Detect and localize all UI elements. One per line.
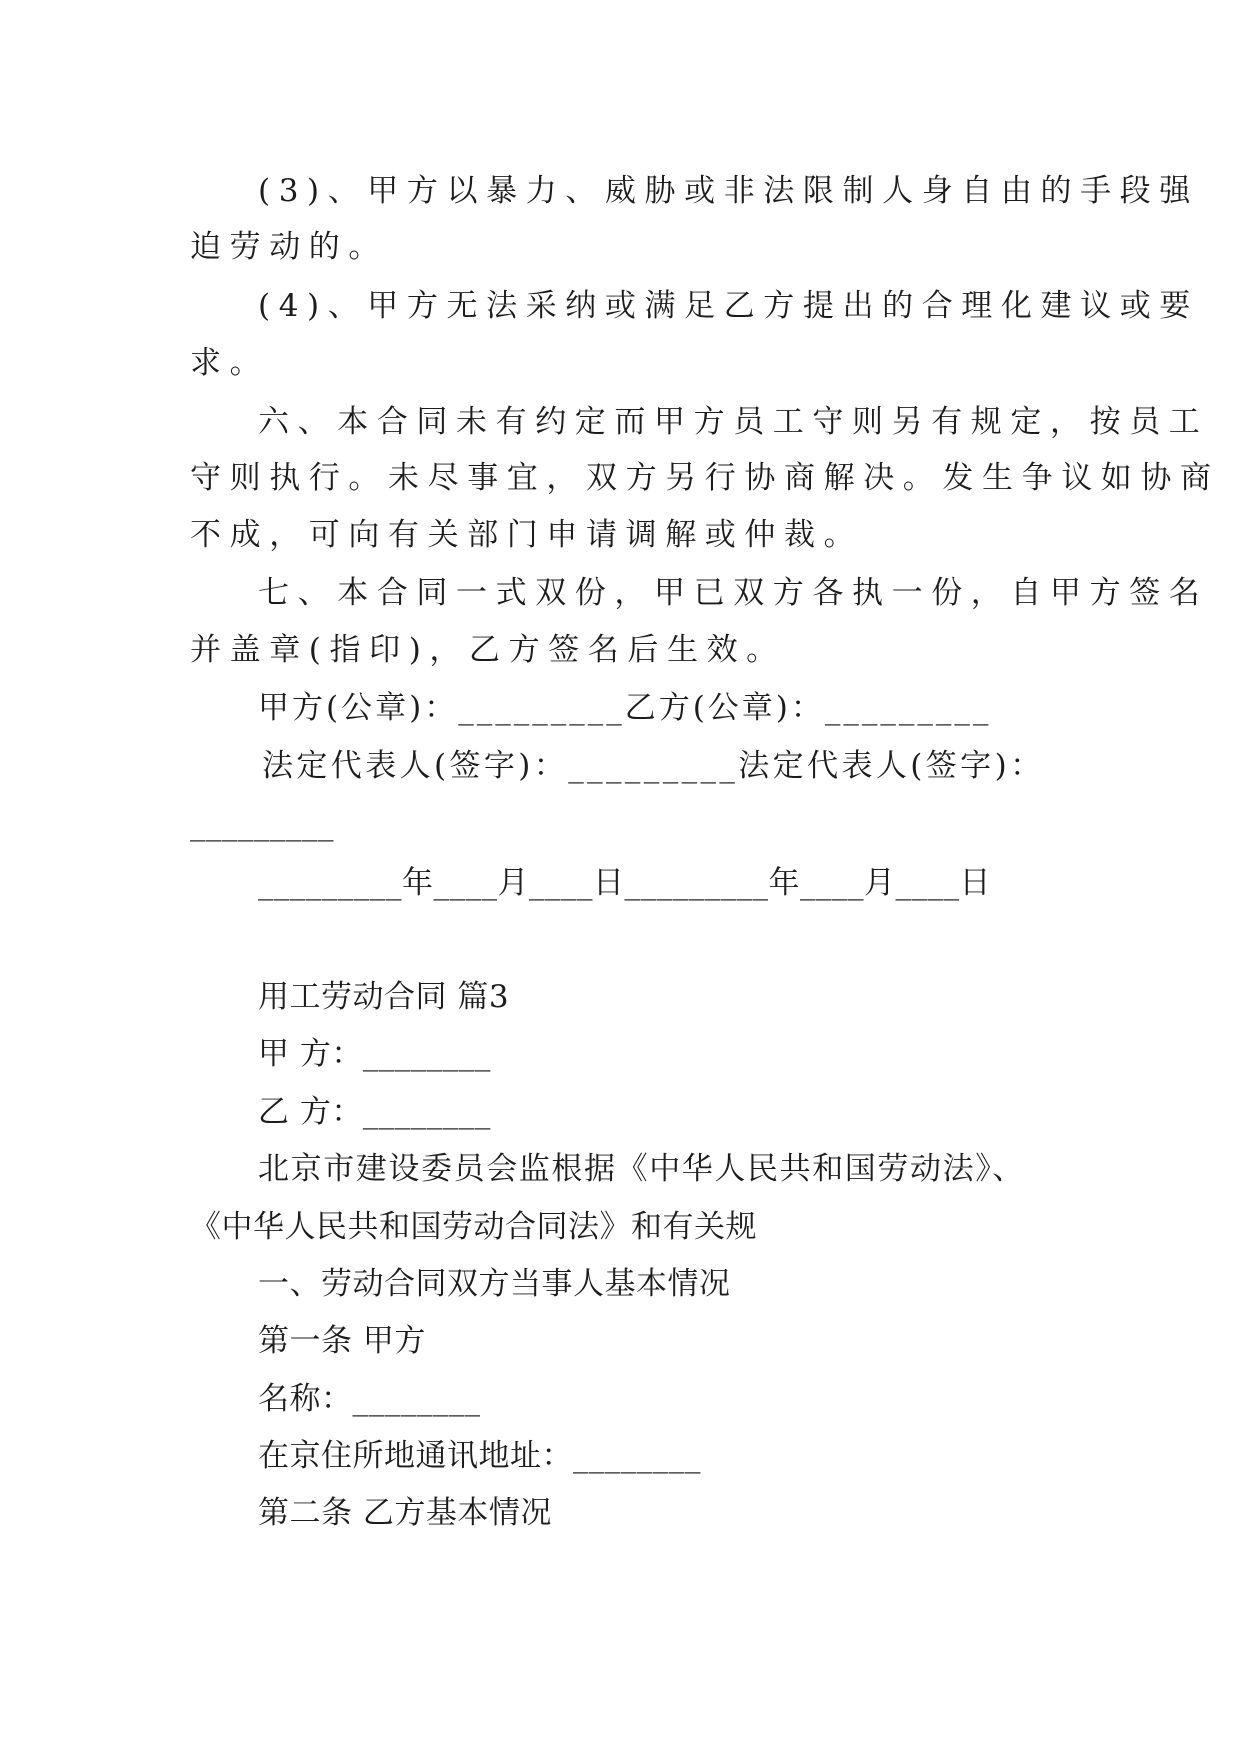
legal-representative-line: 法定代表人(签字)：_________法定代表人(签字)：: [262, 748, 1045, 784]
clause-4-line-2: 求。: [190, 345, 270, 381]
section-7-line-1: 七、本合同一式双份，甲已双方各执一份，自甲方签名: [258, 575, 1209, 611]
section-1-heading: 一、劳动合同双方当事人基本情况: [258, 1266, 731, 1302]
party-a-line: 甲 方：________: [258, 1036, 491, 1072]
clause-3-line-2: 迫劳动的。: [190, 229, 388, 265]
clause-3-line-1: (3)、甲方以暴力、威胁或非法限制人身自由的手段强: [258, 173, 1199, 209]
section-6-line-3: 不成，可向有关部门申请调解或仲裁。: [190, 517, 864, 553]
preamble-line-1: 北京市建设委员会监根据《中华人民共和国劳动法》、: [258, 1151, 1025, 1187]
address-field-line: 在京住所地通讯地址：________: [258, 1438, 701, 1474]
section-6-line-1: 六、本合同未有约定而甲方员工守则另有规定，按员工: [258, 404, 1209, 440]
preamble-line-2: 《中华人民共和国劳动合同法》和有关规: [190, 1209, 757, 1245]
date-line: _________年____月____日_________年____月____日: [258, 865, 991, 901]
article-2-heading: 第二条 乙方基本情况: [258, 1495, 552, 1531]
legal-representative-blank: _________: [190, 806, 334, 842]
party-seal-line: 甲方(公章)：_________乙方(公章)：_________: [258, 690, 992, 726]
contract-3-title: 用工劳动合同 篇3: [258, 979, 510, 1015]
name-field-line: 名称：________: [258, 1381, 481, 1417]
clause-4-line-1: (4)、甲方无法采纳或满足乙方提出的合理化建议或要: [258, 288, 1199, 324]
party-b-line: 乙 方：________: [258, 1094, 491, 1130]
section-7-line-2: 并盖章(指印)，乙方签名后生效。: [190, 632, 786, 668]
section-6-line-2: 守则执行。未尽事宜，双方另行协商解决。发生争议如协商: [190, 460, 1220, 496]
article-1-heading: 第一条 甲方: [258, 1323, 426, 1359]
